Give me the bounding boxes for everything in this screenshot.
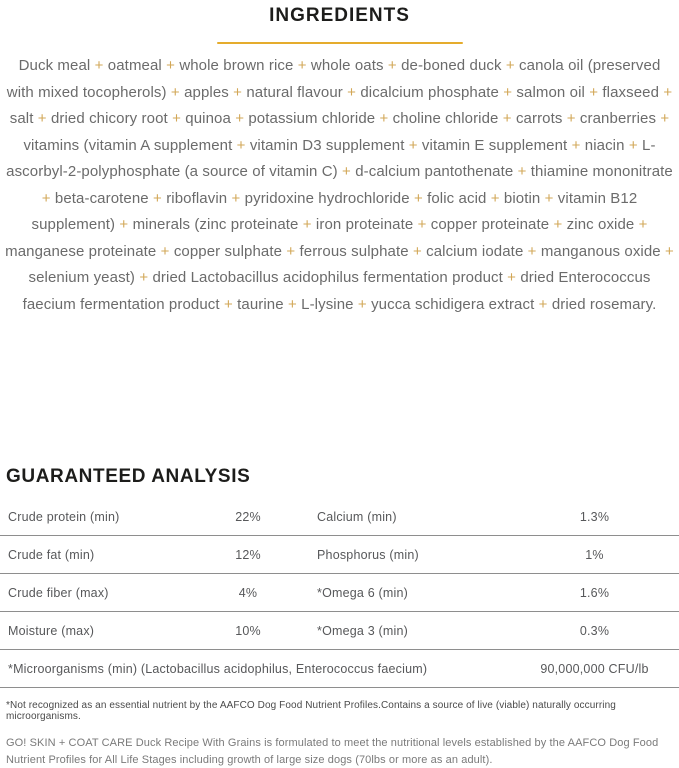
plus-separator: + <box>286 242 296 260</box>
nutrient-label: Phosphorus (min) <box>317 547 419 562</box>
plus-separator: + <box>153 189 162 207</box>
gold-divider <box>217 42 463 44</box>
plus-separator: + <box>417 216 427 233</box>
plus-separator: + <box>347 83 357 101</box>
plus-separator: + <box>94 57 104 74</box>
plus-separator: + <box>665 242 674 260</box>
nutrient-value: 10% <box>235 623 261 638</box>
plus-separator: + <box>490 189 500 207</box>
plus-separator: + <box>502 110 512 127</box>
analysis-title: GUARANTEED ANALYSIS <box>6 466 251 487</box>
nutrient-value: 1.3% <box>579 509 610 524</box>
plus-separator: + <box>170 83 180 101</box>
plus-separator: + <box>235 110 245 127</box>
plus-separator: + <box>505 57 515 74</box>
ingredients-section <box>0 5 679 318</box>
nutrient-label: *Omega 6 (min) <box>317 585 409 600</box>
plus-separator: + <box>231 189 241 207</box>
plus-separator: + <box>544 189 554 207</box>
plus-separator: + <box>41 189 51 207</box>
plus-separator: + <box>342 163 351 180</box>
plus-separator: + <box>160 242 170 260</box>
plus-separator: + <box>172 110 181 127</box>
plus-separator: + <box>166 57 176 74</box>
plus-separator: + <box>663 83 673 101</box>
nutrient-label: *Omega 3 (min) <box>317 623 409 638</box>
plus-separator: + <box>507 269 517 286</box>
plus-separator: + <box>413 189 423 207</box>
nutrient-value: 1% <box>585 547 604 562</box>
plus-separator: + <box>503 83 513 101</box>
plus-separator: + <box>233 83 243 101</box>
guaranteed-analysis-section <box>0 466 679 688</box>
analysis-row <box>0 498 679 536</box>
plus-separator: + <box>379 110 389 127</box>
plus-separator: + <box>287 295 297 313</box>
plus-separator: + <box>638 216 648 233</box>
nutrient-label: Crude fat (min) <box>8 547 95 562</box>
footnote-formulation: GO! SKIN + COAT CARE Duck Recipe With Grains is formulated to meet the nutritional levels established by the AAFCO Dog Food Nutrient Profiles for All Life Stages including growth of large size dogs (70lbs or more as an adult). <box>6 737 659 766</box>
plus-separator: + <box>387 57 397 74</box>
nutrient-value: 1.6% <box>579 585 610 600</box>
analysis-row <box>0 574 679 612</box>
nutrient-label: Crude protein (min) <box>8 509 120 524</box>
nutrient-label: Crude fiber (max) <box>8 585 109 600</box>
plus-separator: + <box>139 269 149 286</box>
plus-separator: + <box>236 136 246 154</box>
nutrient-label: *Microorganisms (min) (Lactobacillus acidophilus, Enterococcus faecium) <box>8 661 428 676</box>
plus-separator: + <box>660 110 670 127</box>
nutrient-value: 12% <box>235 547 261 562</box>
ingredients-list: Duck meal + oatmeal + whole brown rice + whole oats + de-boned duck + canola oil (preserved with mixed tocopherols) + apples + natural flavour + dicalcium phosphate + salmon oil + flaxseed + salt + dried chicory root + quinoa + potassium chloride + choline chloride + carrots + cranberries + vitamins (vitamin A supplement + vitamin D3 supplement + vitamin E supplement + niacin + L-ascorbyl-2-polyphosphate (a source of vitamin C) + d-calcium pantothenate + thiamine mononitrate + beta-carotene + riboflavin + pyridoxine hydrochloride + folic acid + biotin + vitamin B12 supplement) + minerals (zinc proteinate + iron proteinate + copper proteinate + zinc oxide + manganese proteinate + copper sulphate + ferrous sulphate + calcium iodate + manganous oxide + selenium yeast) + dried Lactobacillus acidophilus fermentation product + dried Enterococcus faecium fermentation product + taurine + L-lysine + yucca schidigera extract + dried rosemary. <box>5 57 674 313</box>
plus-separator: + <box>412 242 422 260</box>
plus-separator: + <box>571 136 581 154</box>
plus-separator: + <box>119 216 129 233</box>
plus-separator: + <box>297 57 307 74</box>
analysis-row <box>0 536 679 574</box>
nutrient-label: Moisture (max) <box>8 623 95 638</box>
ingredients-title: INGREDIENTS <box>269 5 410 26</box>
nutrient-label: Calcium (min) <box>317 509 397 524</box>
analysis-row-microorganisms <box>0 650 679 688</box>
plus-separator: + <box>408 136 418 154</box>
analysis-table <box>0 498 679 688</box>
plus-separator: + <box>538 295 548 313</box>
nutrient-value: 90,000,000 CFU/lb <box>540 661 649 676</box>
plus-separator: + <box>628 136 638 154</box>
nutrient-value: 22% <box>235 509 261 524</box>
plus-separator: + <box>517 163 527 180</box>
nutrient-value: 4% <box>238 585 258 600</box>
plus-separator: + <box>223 295 233 313</box>
plus-separator: + <box>553 216 563 233</box>
nutrient-value: 0.3% <box>579 623 610 638</box>
plus-separator: + <box>527 242 537 260</box>
plus-separator: + <box>589 83 599 101</box>
plus-separator: + <box>357 295 367 313</box>
plus-separator: + <box>566 110 576 127</box>
analysis-row <box>0 612 679 650</box>
plus-separator: + <box>37 110 47 127</box>
plus-separator: + <box>302 216 312 233</box>
footnote-aafco: *Not recognized as an essential nutrient by the AAFCO Dog Food Nutrient Profiles.Contains a source of live (viable) naturally occurring microorganisms. <box>6 700 616 722</box>
